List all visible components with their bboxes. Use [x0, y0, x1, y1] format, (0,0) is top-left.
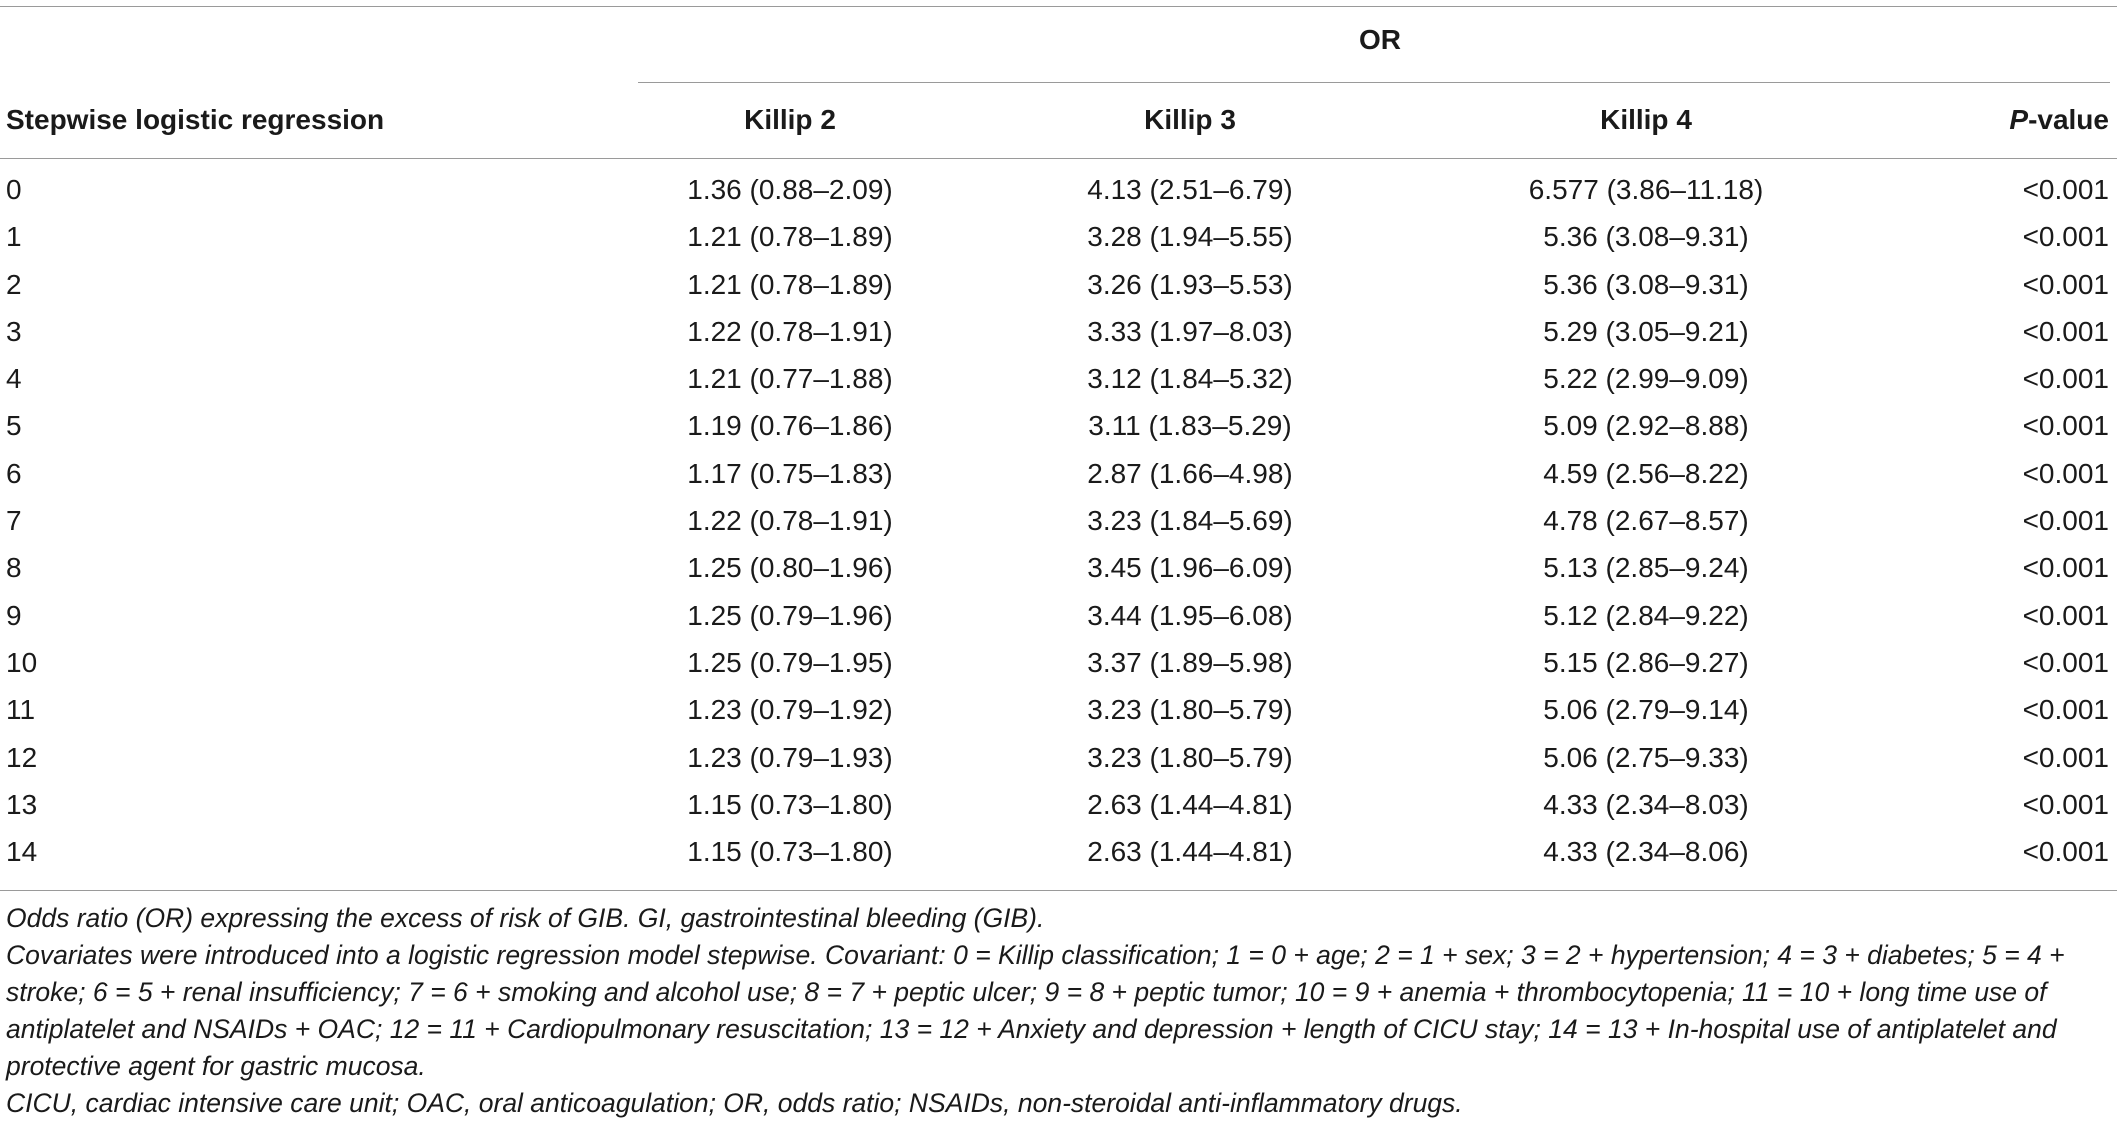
or-group-header: OR	[1359, 24, 1401, 55]
table-body	[0, 168, 2117, 877]
cell-killip2: 1.23 (0.79–1.92)	[687, 694, 893, 726]
cell-killip2: 1.21 (0.77–1.88)	[687, 363, 893, 395]
cell-killip2: 1.25 (0.79–1.95)	[687, 646, 893, 678]
cell-pvalue: <0.001	[2022, 410, 2109, 442]
cell-killip3: 4.13 (2.51–6.79)	[1087, 174, 1293, 205]
cell-killip4: 4.78 (2.67–8.57)	[1543, 505, 1749, 537]
table-row	[0, 404, 2117, 451]
cell-pvalue: <0.001	[2022, 505, 2109, 537]
cell-killip4: 5.09 (2.92–8.88)	[1543, 410, 1749, 442]
footnote-covariates: Covariates were introduced into a logistic regression model stepwise. Covariant: 0 = Killip classification; 1 = 0 + age; 2 = 1 + sex; 3 = 2 + hypertension; 4 = 3 + diabetes; 5 = 4 + stroke; 6 = 5 + renal insufficiency; 7 = 6 + smoking and alcohol use; 8 = 7 + peptic ulcer; 9 = 8 + peptic tumor; 10 = 9 + anemia + thrombocytopenia; 11 = 10 + long time use of antiplatelet and NSAIDs + OAC; 12 = 11 + Cardiopulmonary resuscitation; 13 = 12 + Anxiety and depression + length of CICU stay; 14 = 13 + In-hospital use of antiplatelet and protective agent for gastric mucosa.	[6, 940, 2065, 1081]
cell-killip2: 1.21 (0.78–1.89)	[687, 268, 893, 300]
cell-pvalue: <0.001	[2022, 552, 2109, 584]
cell-killip3: 3.28 (1.94–5.55)	[1087, 221, 1293, 253]
footnote-or: Odds ratio (OR) expressing the excess of risk of GIB. GI, gastrointestinal bleeding (GIB).	[6, 903, 1045, 933]
cell-killip4: 5.15 (2.86–9.27)	[1543, 646, 1749, 678]
pvalue-header-italic: P	[2009, 104, 2029, 135]
or-group-rule	[638, 82, 2110, 83]
cell-pvalue: <0.001	[2022, 315, 2109, 347]
cell-killip3: 3.11 (1.83–5.29)	[1088, 410, 1292, 442]
table-top-rule	[0, 6, 2117, 7]
cell-pvalue: <0.001	[2022, 788, 2109, 820]
table-row	[0, 499, 2117, 546]
cell-killip2: 1.25 (0.79–1.96)	[687, 599, 893, 631]
cell-pvalue: <0.001	[2022, 741, 2109, 773]
cell-killip3: 3.37 (1.89–5.98)	[1087, 646, 1293, 678]
cell-killip4: 5.22 (2.99–9.09)	[1543, 363, 1749, 395]
table-row	[0, 736, 2117, 783]
cell-killip3: 3.23 (1.80–5.79)	[1087, 694, 1293, 726]
cell-step: 13	[6, 788, 38, 820]
cell-pvalue: <0.001	[2022, 599, 2109, 631]
cell-killip3: 3.33 (1.97–8.03)	[1087, 315, 1293, 347]
cell-step: 7	[6, 505, 22, 537]
cell-pvalue: <0.001	[2022, 694, 2109, 726]
cell-killip4: 5.36 (3.08–9.31)	[1543, 221, 1749, 253]
table-row	[0, 263, 2117, 310]
table-row	[0, 830, 2117, 877]
cell-killip3: 3.23 (1.80–5.79)	[1087, 741, 1293, 773]
cell-killip3: 3.12 (1.84–5.32)	[1087, 363, 1293, 395]
cell-killip3: 2.87 (1.66–4.98)	[1087, 457, 1293, 489]
cell-step: 6	[6, 457, 22, 489]
table-row	[0, 215, 2117, 262]
column-header-stepwise: Stepwise logistic regression	[6, 104, 385, 135]
cell-killip4: 4.59 (2.56–8.22)	[1543, 457, 1749, 489]
footnote-abbreviations: CICU, cardiac intensive care unit; OAC, oral anticoagulation; OR, odds ratio; NSAIDs, non-steroidal anti-inflammatory drugs.	[6, 1088, 1463, 1118]
cell-step: 4	[6, 363, 22, 395]
column-header-killip2: Killip 2	[744, 104, 836, 135]
cell-killip2: 1.17 (0.75–1.83)	[687, 457, 893, 489]
cell-step: 9	[6, 599, 22, 631]
table-row	[0, 783, 2117, 830]
table-row	[0, 641, 2117, 688]
table-row	[0, 310, 2117, 357]
cell-pvalue: <0.001	[2022, 457, 2109, 489]
cell-killip3: 3.45 (1.96–6.09)	[1087, 552, 1293, 584]
cell-killip2: 1.21 (0.78–1.89)	[687, 221, 893, 253]
cell-step: 14	[6, 836, 38, 868]
table-footnotes	[6, 900, 2106, 1122]
cell-killip4: 5.12 (2.84–9.22)	[1543, 599, 1749, 631]
cell-killip3: 2.63 (1.44–4.81)	[1087, 788, 1293, 820]
cell-killip4: 6.577 (3.86–11.18)	[1528, 174, 1764, 205]
table-bottom-rule	[0, 890, 2117, 891]
cell-step: 3	[6, 315, 22, 347]
cell-pvalue: <0.001	[2022, 268, 2109, 300]
cell-pvalue: <0.001	[2022, 221, 2109, 253]
table-row	[0, 594, 2117, 641]
cell-killip4: 5.36 (3.08–9.31)	[1543, 268, 1749, 300]
cell-step: 5	[6, 410, 22, 442]
cell-killip4: 5.13 (2.85–9.24)	[1543, 552, 1749, 584]
cell-killip3: 3.26 (1.93–5.53)	[1087, 268, 1293, 300]
cell-killip2: 1.22 (0.78–1.91)	[687, 505, 893, 537]
cell-killip2: 1.15 (0.73–1.80)	[687, 836, 893, 868]
cell-step: 11	[6, 694, 36, 726]
cell-killip2: 1.22 (0.78–1.91)	[687, 315, 893, 347]
pvalue-header-rest: -value	[2028, 104, 2109, 135]
cell-killip2: 1.36 (0.88–2.09)	[687, 174, 893, 205]
cell-pvalue: <0.001	[2022, 836, 2109, 868]
header-bottom-rule	[0, 158, 2117, 159]
cell-step: 0	[6, 174, 22, 205]
cell-pvalue: <0.001	[2022, 646, 2109, 678]
cell-killip2: 1.23 (0.79–1.93)	[687, 741, 893, 773]
table-row	[0, 546, 2117, 593]
column-header-pvalue	[2009, 104, 2109, 136]
cell-killip3: 2.63 (1.44–4.81)	[1087, 836, 1293, 868]
cell-killip4: 4.33 (2.34–8.06)	[1543, 836, 1749, 868]
cell-pvalue: <0.001	[2022, 174, 2109, 205]
cell-killip4: 5.29 (3.05–9.21)	[1543, 315, 1749, 347]
column-header-killip4: Killip 4	[1600, 104, 1692, 135]
cell-killip4: 5.06 (2.79–9.14)	[1543, 694, 1749, 726]
cell-step: 1	[6, 221, 22, 253]
table-row	[0, 168, 2117, 215]
table-row	[0, 357, 2117, 404]
cell-killip4: 4.33 (2.34–8.03)	[1543, 788, 1749, 820]
cell-pvalue: <0.001	[2022, 363, 2109, 395]
cell-killip3: 3.44 (1.95–6.08)	[1087, 599, 1293, 631]
cell-killip2: 1.15 (0.73–1.80)	[687, 788, 893, 820]
table-row	[0, 452, 2117, 499]
cell-step: 8	[6, 552, 22, 584]
cell-killip4: 5.06 (2.75–9.33)	[1543, 741, 1749, 773]
cell-step: 2	[6, 268, 22, 300]
cell-killip2: 1.19 (0.76–1.86)	[687, 410, 893, 442]
column-header-killip3: Killip 3	[1144, 104, 1236, 135]
cell-killip3: 3.23 (1.84–5.69)	[1087, 505, 1293, 537]
cell-killip2: 1.25 (0.80–1.96)	[687, 552, 893, 584]
table-row	[0, 688, 2117, 735]
cell-step: 10	[6, 646, 38, 678]
cell-step: 12	[6, 741, 38, 773]
